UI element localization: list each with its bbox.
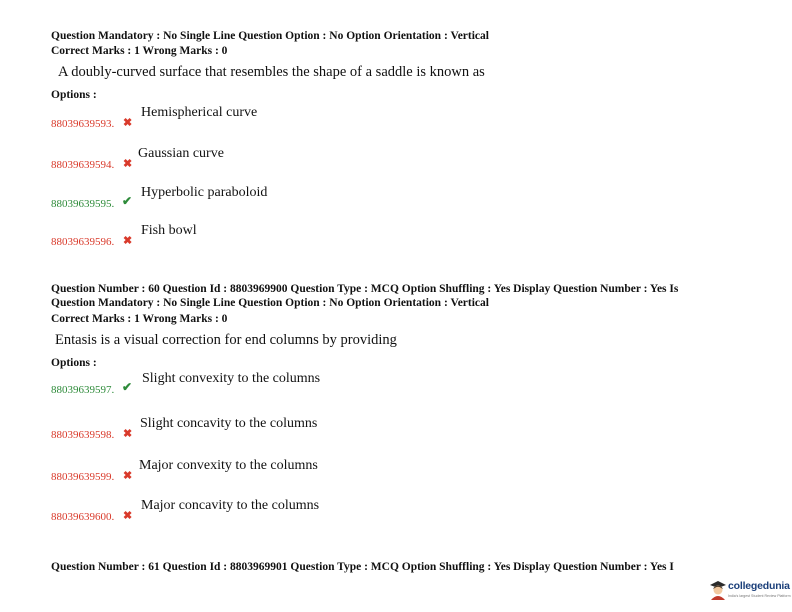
option-id: 88039639594. — [51, 159, 115, 171]
option-text: Hemispherical curve — [141, 105, 258, 120]
wrong-cross-icon: ✖ — [123, 510, 133, 522]
wrong-cross-icon: ✖ — [123, 117, 133, 129]
wrong-cross-icon: ✖ — [123, 158, 133, 170]
q2-option-3 — [51, 458, 371, 483]
q2-mandatory-line: Question Mandatory : No Single Line Question Option : No Option Orientation : Vertical — [51, 297, 489, 309]
q1-option-4 — [51, 223, 351, 248]
q2-header-line: Question Number : 60 Question Id : 8803969900 Question Type : MCQ Option Shuffling : Yes Display Question Number : Yes Is — [51, 283, 679, 295]
option-text: Slight convexity to the columns — [142, 371, 321, 386]
q2-marks-line: Correct Marks : 1 Wrong Marks : 0 — [51, 313, 228, 325]
q1-option-1 — [51, 105, 351, 130]
q1-question-text: A doubly-curved surface that resembles the shape of a saddle is known as — [58, 64, 485, 80]
logo-tagline: India's largest Student Review Platform — [728, 594, 791, 598]
q2-options-label: Options : — [51, 357, 97, 369]
q1-mandatory-line: Question Mandatory : No Single Line Question Option : No Option Orientation : Vertical — [51, 30, 489, 42]
q1-option-2 — [51, 146, 351, 171]
option-text: Gaussian curve — [138, 146, 224, 161]
option-id: 88039639596. — [51, 236, 115, 248]
wrong-cross-icon: ✖ — [123, 235, 133, 247]
option-id: 88039639599. — [51, 471, 115, 483]
option-id: 88039639595. — [51, 198, 115, 210]
logo-brand-text: collegedunia — [728, 580, 790, 592]
option-id: 88039639593. — [51, 118, 115, 130]
option-id: 88039639597. — [51, 384, 115, 396]
correct-check-icon: ✔ — [122, 194, 133, 208]
wrong-cross-icon: ✖ — [123, 428, 133, 440]
option-text: Fish bowl — [141, 223, 197, 238]
option-text: Major convexity to the columns — [139, 458, 318, 473]
option-id: 88039639598. — [51, 429, 115, 441]
option-text: Slight concavity to the columns — [140, 416, 318, 431]
q3-header-line: Question Number : 61 Question Id : 8803969901 Question Type : MCQ Option Shuffling : Yes Display Question Number : Yes I — [51, 561, 674, 573]
collegedunia-logo — [706, 578, 790, 604]
q1-options-label: Options : — [51, 89, 97, 101]
q2-option-2 — [51, 416, 371, 441]
q1-marks-line: Correct Marks : 1 Wrong Marks : 0 — [51, 45, 228, 57]
student-avatar-icon — [709, 580, 727, 600]
correct-check-icon: ✔ — [122, 380, 133, 394]
q2-question-text: Entasis is a visual correction for end columns by providing — [55, 332, 397, 348]
q1-option-3 — [51, 185, 351, 210]
q2-option-1 — [51, 371, 371, 396]
option-text: Major concavity to the columns — [141, 498, 320, 513]
wrong-cross-icon: ✖ — [123, 470, 133, 482]
option-text: Hyperbolic paraboloid — [141, 185, 268, 200]
option-id: 88039639600. — [51, 511, 115, 523]
q2-option-4 — [51, 498, 371, 523]
